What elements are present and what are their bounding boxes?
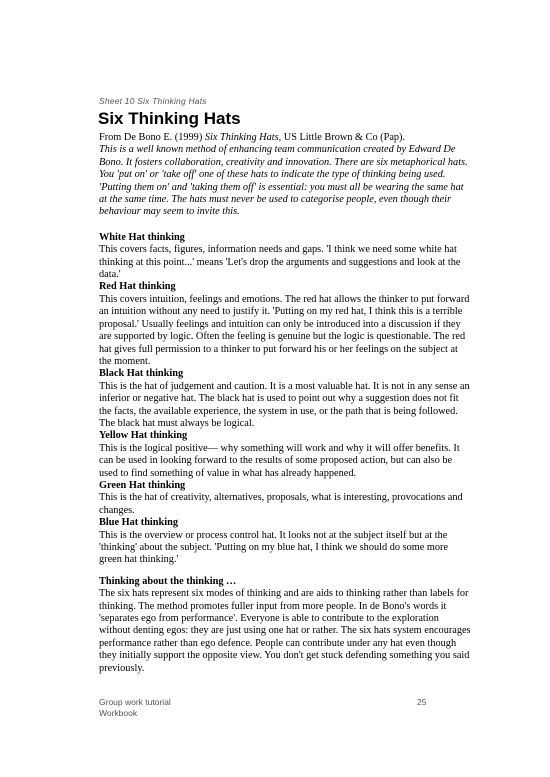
black-hat-text: This is the hat of judgement and caution. It is a most valuable hat. It is not in any sense an inferior or negative hat. The black hat is used to point out why a suggestion does not fit the facts, the available experience, the system in use, or the path that is being followed. The black hat must always be logical. bbox=[99, 380, 470, 429]
footer-line-2: Workbook bbox=[99, 708, 138, 718]
citation-prefix: From De Bono E. (1999) bbox=[99, 132, 205, 143]
green-hat-text: This is the hat of creativity, alternatives, proposals, what is interesting, provocations and changes. bbox=[99, 492, 463, 516]
blue-hat-text: This is the overview or process control hat. It looks not at the subject itself but at the 'thinking' about the subject. 'Putting on my blue hat, I think we should do some more green hat thinking.' bbox=[99, 529, 449, 566]
yellow-hat-text: This is the logical positive— why something will work and why it will offer benefits. It can be used in looking forward to the results of some proposed action, but can also be used to find something of value in what has already happened. bbox=[99, 442, 460, 479]
red-hat-heading: Red Hat thinking bbox=[99, 281, 176, 293]
thinking-text: The six hats represent six modes of thinking and are aids to thinking rather than labels for thinking. The method promotes fuller input from more people. In de Bono's words it 'separates ego from performance'. Everyone is able to contribute to the exploration without denting egos: they are just using one hat or rather. The six hats system encourages performance rather than ego defence. People can contribute under any hat even though they initially support the opposite view. You don't get stuck defending something you said previously. bbox=[99, 588, 471, 674]
white-hat-heading: White Hat thinking bbox=[99, 231, 185, 243]
black-hat-heading: Black Hat thinking bbox=[99, 368, 184, 380]
green-hat-heading: Green Hat thinking bbox=[99, 479, 186, 491]
page-number: 25 bbox=[417, 697, 427, 707]
thinking-heading: Thinking about the thinking … bbox=[99, 575, 237, 587]
citation-suffix: US Little Brown & Co (Pap). bbox=[281, 132, 406, 143]
footer-line-1: Group work tutorial bbox=[99, 697, 171, 707]
citation-book-title: Six Thinking Hats, bbox=[204, 132, 282, 143]
sheet-label: Sheet 10 Six Thinking Hats bbox=[99, 96, 207, 106]
yellow-hat-heading: Yellow Hat thinking bbox=[99, 430, 188, 442]
page-title: Six Thinking Hats bbox=[98, 109, 241, 128]
footer-title bbox=[99, 697, 171, 719]
red-hat-text: This covers intuition, feelings and emotions. The red hat allows the thinker to put forward an intuition without any need to justify it. 'Putting on my red hat, I think this is a terrible proposal.' Usually feelings and intuition can only be introduced into a discussion if they are supported by logic. Often the feeling is genuine but the logic is questionable. The red hat gives full permission to a thinker to put forward his or her feelings on the subject at the moment. bbox=[99, 293, 470, 367]
white-hat-text: This covers facts, figures, information needs and gaps. 'I think we need some white hat thinking at this point...' means 'Let's drop the arguments and suggestions and look at the data.' bbox=[99, 244, 461, 281]
intro-paragraph: This is a well known method of enhancing team communication created by Edward De Bono. It fosters collaboration, creativity and innovation. There are six metaphorical hats. You 'put on' or 'take off' one of these hats to indicate the type of thinking being used. 'Putting them on' and 'taking them off' is essential: you must all be wearing the same hat at the same time. The hats must never be used to categorise people, even though their behaviour may seem to invite this. bbox=[99, 144, 468, 218]
citation bbox=[99, 132, 471, 144]
blue-hat-heading: Blue Hat thinking bbox=[99, 517, 178, 529]
document-body bbox=[99, 132, 471, 675]
